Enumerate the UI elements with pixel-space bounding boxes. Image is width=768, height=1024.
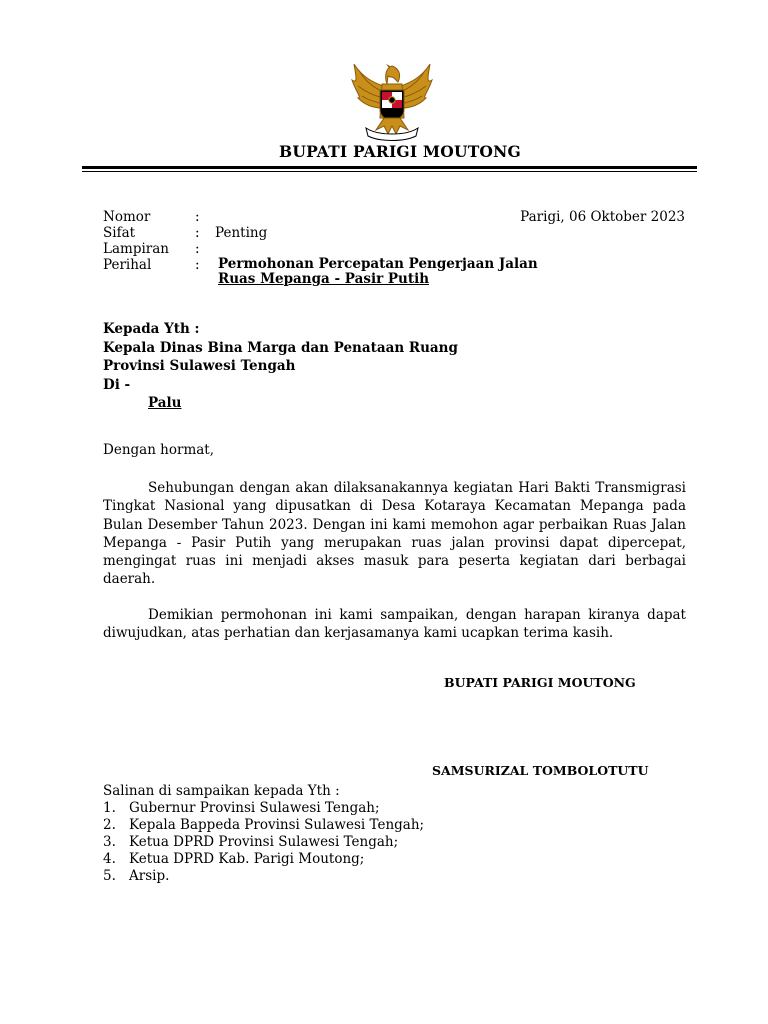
meta-colon: : xyxy=(195,209,200,225)
body-paragraph-1: Sehubungan dengan akan dilaksanakannya kegiatan Hari Bakti Transmigrasi Tingkat Nasional yang dipusatkan di Desa Kotaraya Kecamatan Mepanga pada Bulan Desember Tahun 2023. Dengan ini kami memohon agar perbaikan Ruas Jalan Mepanga - Pasir Putih yang merupakan ruas jalan provinsi dapat dipercepat, mengingat ruas ini menjadi akses masuk para peserta kegiatan dari berbagai daerah. xyxy=(103,480,686,588)
list-item xyxy=(103,834,424,851)
cc-heading: Salinan di sampaikan kepada Yth : xyxy=(103,783,340,799)
meta-colon: : xyxy=(195,257,200,273)
list-item xyxy=(103,868,424,885)
cc-item-text: Arsip. xyxy=(129,868,170,884)
meta-colon: : xyxy=(195,241,200,257)
cc-item-text: Ketua DPRD Kab. Parigi Moutong; xyxy=(129,851,365,867)
recipient-line-3: Provinsi Sulawesi Tengah xyxy=(103,358,296,374)
list-item xyxy=(103,817,424,834)
perihal-line-2: Ruas Mepanga - Pasir Putih xyxy=(218,271,430,287)
letterhead-divider-thick xyxy=(82,166,697,169)
meta-label-perihal: Perihal xyxy=(103,257,152,273)
meta-value-perihal xyxy=(218,257,538,287)
salutation: Dengan hormat, xyxy=(103,442,215,458)
meta-label-nomor: Nomor xyxy=(103,209,151,225)
meta-value-sifat: Penting xyxy=(215,225,268,241)
cc-item-number: 5. xyxy=(103,868,116,884)
signature-name: SAMSURIZAL TOMBOLOTUTU xyxy=(432,763,649,778)
meta-row-lampiran xyxy=(103,241,703,257)
meta-label-sifat: Sifat xyxy=(103,225,136,241)
letter-metadata xyxy=(103,209,703,287)
cc-item-text: Ketua DPRD Provinsi Sulawesi Tengah; xyxy=(129,834,399,850)
meta-row-sifat xyxy=(103,225,703,241)
cc-item-number: 1. xyxy=(103,800,116,816)
signature-title: BUPATI PARIGI MOUTONG xyxy=(444,675,636,690)
cc-item-number: 2. xyxy=(103,817,116,833)
list-item xyxy=(103,800,424,817)
meta-row-nomor xyxy=(103,209,703,225)
garuda-pancasila-emblem-icon xyxy=(344,54,440,142)
letterhead-title: BUPATI PARIGI MOUTONG xyxy=(279,142,521,161)
recipient-line-4: Di - xyxy=(103,376,131,393)
meta-label-lampiran: Lampiran xyxy=(103,241,169,257)
recipient-city: Palu xyxy=(148,395,182,411)
recipient-line-1: Kepada Yth : xyxy=(103,321,200,337)
meta-colon: : xyxy=(195,225,200,241)
perihal-line-1: Permohonan Percepatan Pengerjaan Jalan xyxy=(218,256,538,272)
recipient-address xyxy=(103,320,458,413)
meta-row-perihal xyxy=(103,256,703,287)
letter-date: Parigi, 06 Oktober 2023 xyxy=(520,209,685,225)
letterhead-divider-thin xyxy=(82,171,697,172)
copy-recipients xyxy=(103,783,424,885)
body-paragraph-2: Demikian permohonan ini kami sampaikan, dengan harapan kiranya dapat diwujudkan, atas perhatian dan kerjasamanya kami ucapkan terima kasih. xyxy=(103,607,686,642)
cc-item-number: 4. xyxy=(103,851,116,867)
list-item xyxy=(103,851,424,868)
cc-item-number: 3. xyxy=(103,834,116,850)
cc-item-text: Kepala Bappeda Provinsi Sulawesi Tengah; xyxy=(129,817,425,833)
recipient-line-2: Kepala Dinas Bina Marga dan Penataan Ruang xyxy=(103,339,458,356)
cc-item-text: Gubernur Provinsi Sulawesi Tengah; xyxy=(129,800,380,816)
